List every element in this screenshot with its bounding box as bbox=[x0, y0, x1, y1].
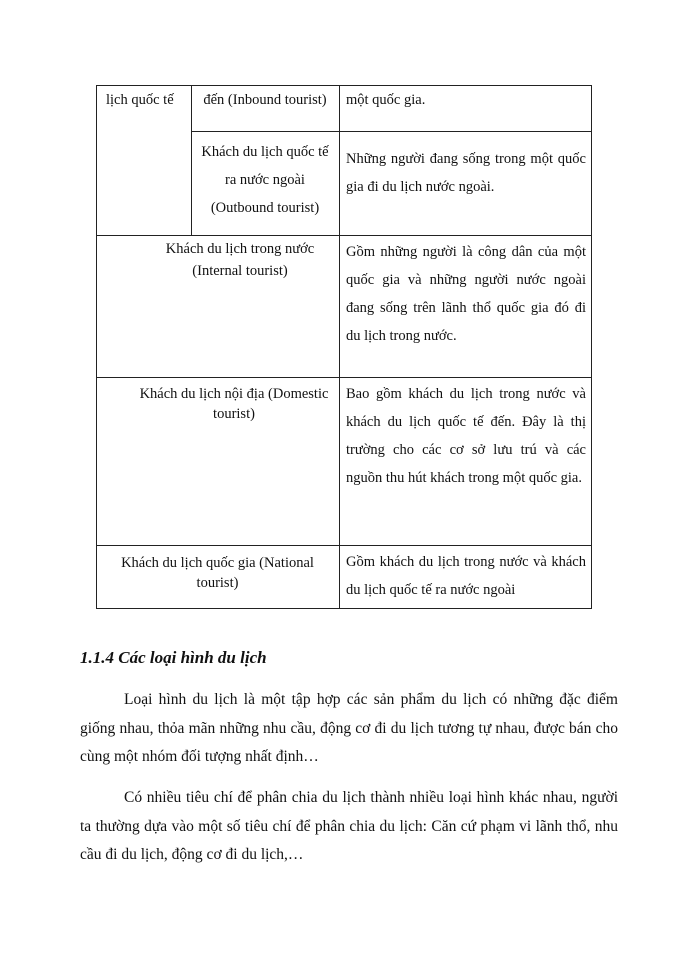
table-row-divider bbox=[96, 377, 592, 378]
table-row-divider bbox=[96, 235, 592, 236]
table-cell-description: Gồm những người là công dân của một quốc gia và những người nước ngoài đang sống trên lãnh thổ quốc gia đó đi du lịch trong nước. bbox=[346, 244, 586, 344]
table-cell-group: lịch quốc tế bbox=[106, 92, 174, 108]
table-row-divider bbox=[191, 131, 591, 132]
paragraph: Loại hình du lịch là một tập hợp các sản phẩm du lịch có những đặc điểm giống nhau, thỏa mãn những nhu cầu, động cơ đi du lịch tương tự nhau, được bán cho cùng một nhóm đối tượng nhất định… bbox=[80, 691, 618, 765]
table-cell-description: Bao gồm khách du lịch trong nước và khách du lịch quốc tế đến. Đây là thị trường cho các cơ sở lưu trú và các nguồn thu hút khách trong một quốc gia. bbox=[346, 386, 586, 486]
table-column-divider bbox=[339, 85, 340, 609]
table-subcolumn-divider bbox=[191, 85, 192, 235]
paragraph: Có nhiều tiêu chí để phân chia du lịch thành nhiều loại hình khác nhau, người ta thường dựa vào một số tiêu chí để phân chia du lịch: Căn cứ phạm vi lãnh thổ, nhu cầu đi du lịch, động cơ đi du lịch,… bbox=[80, 789, 618, 863]
table-border-bottom bbox=[96, 608, 592, 609]
table-cell-subtype: Khách du lịch quốc tế ra nước ngoài (Outbound tourist) bbox=[201, 144, 329, 216]
table-cell-description: Những người đang sống trong một quốc gia đi du lịch nước ngoài. bbox=[346, 151, 586, 195]
table-cell-label: Khách du lịch quốc gia (National tourist) bbox=[121, 555, 314, 591]
table-border-right bbox=[591, 85, 592, 609]
table-cell-description: một quốc gia. bbox=[346, 92, 426, 108]
table-cell-label: Khách du lịch trong nước (Internal tourist) bbox=[165, 241, 315, 279]
table-cell-subtype: đến (Inbound tourist) bbox=[203, 92, 327, 108]
table-row-divider bbox=[96, 545, 592, 546]
table-border-left bbox=[96, 85, 97, 609]
table-cell-description: Gồm khách du lịch trong nước và khách du lịch quốc tế ra nước ngoài bbox=[346, 554, 586, 598]
table-cell-label: Khách du lịch nội địa (Domestic tourist) bbox=[139, 386, 329, 422]
section-heading: 1.1.4 Các loại hình du lịch bbox=[80, 648, 267, 667]
